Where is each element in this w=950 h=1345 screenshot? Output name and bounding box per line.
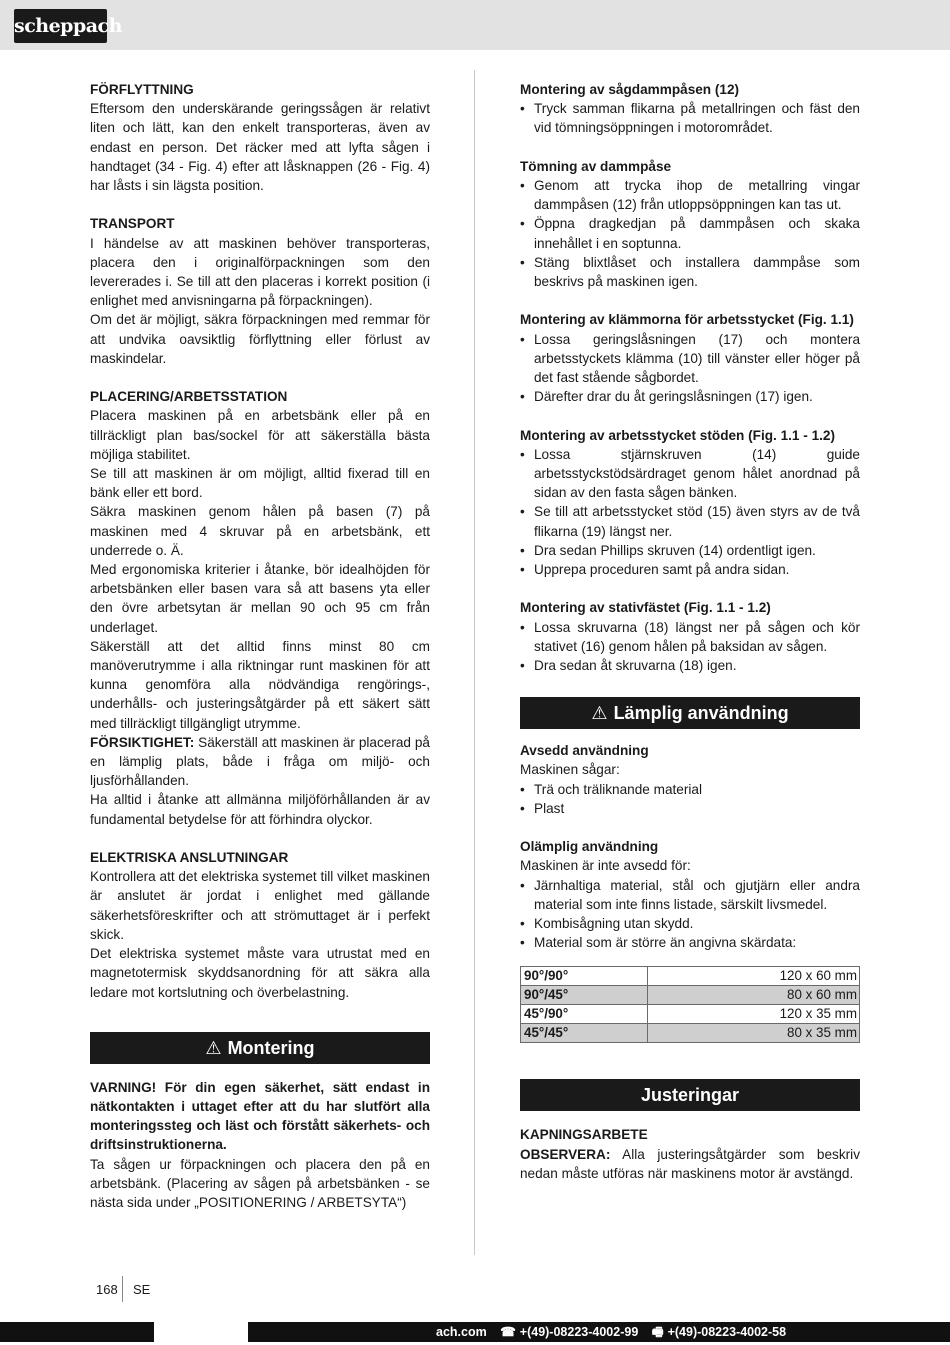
fax-icon: 🖷 (651, 1325, 664, 1339)
footer-web: ach.com (436, 1325, 487, 1339)
table-row (521, 967, 860, 986)
left-column (90, 80, 430, 1212)
paragraph: Med ergonomiska kriterier i åtanke, bör idealhöjden för arbetsbänken eller basen vara så att basens yta eller den övre arbetsytan är mellan 90 och 95 cm från underlaget. (90, 562, 430, 635)
paragraph: Säkerställ att det alltid finns minst 80 cm manöverutrymme i alla riktningar runt maskinen för att kunna genomföra alla nödvändiga rengörings-, underhålls- och justeringsåtgärder på ett säkert sätt med tillräckligt tillgängligt utrymme. (90, 638, 430, 731)
paragraph: Säkra maskinen genom hålen på basen (7) på maskinen med 4 skruvar på en arbetsbänk, ett underrede o. Ä. (90, 504, 430, 558)
paragraph: Ta sågen ur förpackningen och placera den på en arbetsbänk. (Placering av sågen på arbetsbänken - se nästa sida under „POSITIONERING / ARBETSYTA“) (90, 1156, 430, 1210)
list-item: • Därefter drar du åt geringslåsningen (17) igen. (520, 387, 860, 406)
table-cell-angle: 45°/45° (521, 1024, 648, 1043)
banner-lamplig-anvandning (520, 697, 860, 729)
footer-separator (122, 1276, 123, 1302)
table-cell-angle: 90°/90° (521, 967, 648, 986)
paragraph: Se till att maskinen är om möjligt, alltid fixerad till en bänk eller ett bord. (90, 466, 430, 501)
page-number: 168 (96, 1282, 118, 1297)
paragraph: I händelse av att maskinen behöver transporteras, placera den i originalförpackningen som den levererades i. Se till att den placeras i korrekt position (i enlighet med anvisningarna på förpackningen). (90, 235, 430, 309)
subsection-title: Montering av arbetsstycket stöden (Fig. 1.1 - 1.2) (520, 427, 835, 443)
table-row (521, 1024, 860, 1043)
banner-montering (90, 1032, 430, 1064)
table-row (521, 986, 860, 1005)
list-item: • Tryck samman flikarna på metallringen och fäst den vid tömningsöppningen i motorområdet. (520, 99, 860, 137)
section-title-kapningsarbete: KAPNINGSARBETE (520, 1127, 648, 1143)
right-column (520, 80, 860, 1183)
paragraph: Maskinen sågar: (520, 762, 620, 778)
header-bar (0, 0, 950, 50)
list-item: • Dra sedan Phillips skruven (14) ordentligt igen. (520, 541, 860, 560)
table-cell-size: 80 x 35 mm (648, 1024, 860, 1043)
list-item: • Plast (520, 799, 860, 818)
paragraph: Maskinen är inte avsedd för: (520, 858, 691, 874)
bullet-list (520, 99, 860, 137)
list-item: • Lossa skruvarna (18) längst ner på sågen och kör stativet (16) genom hålen på baksidan av sågen. (520, 618, 860, 656)
language-code: SE (133, 1282, 151, 1297)
bullet-list (520, 780, 860, 818)
note-paragraph (520, 1145, 860, 1183)
list-item: • Upprepa proceduren samt på andra sidan. (520, 560, 860, 579)
subsection-title: Avsedd användning (520, 743, 649, 759)
bullet-list (520, 876, 860, 953)
section-title-forflyttning: FÖRFLYTTNING (90, 82, 194, 97)
banner-title: Justeringar (640, 1085, 740, 1106)
paragraph: Ha alltid i åtanke att allmänna miljöförhållanden är av fundamental betydelse för att förhindra olyckor. (90, 792, 430, 827)
table-row (521, 1005, 860, 1024)
table-cell-size: 120 x 60 mm (648, 967, 860, 986)
footer-fax: +(49)-08223-4002-58 (667, 1325, 787, 1339)
banner-title: Lämplig användning (613, 703, 789, 724)
subsection-title: Montering av klämmorna för arbetsstycket (Fig. 1.1) (520, 312, 854, 328)
caution-text: Säkerställ att maskinen är placerad på en lämplig plats, både i fråga om miljö- och ljusförhållanden. (90, 734, 430, 789)
subsection-title: Montering av sågdammpåsen (12) (520, 82, 740, 97)
section-title-transport: TRANSPORT (90, 216, 175, 232)
warning-bold-paragraph: VARNING! För din egen säkerhet, sätt endast in nätkontakten i uttaget efter att du har slutfört alla monteringssteg och läst och förstått säkerhets- och driftsinstruktionerna. (90, 1079, 430, 1153)
section-title-elektriska: ELEKTRISKA ANSLUTNINGAR (90, 850, 289, 866)
warning-icon: ⚠ (591, 703, 608, 724)
paragraph: Om det är möjligt, säkra förpackningen med remmar för att undvika oavsiktlig förflyttning eller förlust av maskindelar. (90, 312, 430, 366)
cutting-capacity-table (520, 966, 860, 1043)
footer-gap (154, 1322, 248, 1342)
subsection-title: Montering av stativfästet (Fig. 1.1 - 1.2) (520, 600, 771, 616)
paragraph: Det elektriska systemet måste vara utrustat med en magnetotermisk skyddsanordning för att säkra alla ledare mot kortslutning och överbelastning. (90, 946, 430, 1000)
scheppach-logo: scheppach (14, 9, 107, 43)
column-divider (474, 70, 475, 1255)
table-cell-size: 80 x 60 mm (648, 986, 860, 1005)
note-label: OBSERVERA: (520, 1146, 611, 1162)
list-item: • Trä och träliknande material (520, 780, 860, 799)
banner-title: Montering (227, 1037, 315, 1058)
banner-justeringar (520, 1079, 860, 1111)
caution-label: FÖRSIKTIGHET: (90, 734, 195, 750)
list-item: • Genom att trycka ihop de metallring vingar dammpåsen (12) från utloppsöppningen kan tas ut. (520, 176, 860, 214)
table-cell-angle: 90°/45° (521, 986, 648, 1005)
list-item: • Öppna dragkedjan på dammpåsen och skaka innehållet i en soptunna. (520, 214, 860, 252)
list-item: • Se till att arbetsstycket stöd (15) även styrs av de två flikarna (19) längst ner. (520, 502, 860, 540)
table-cell-size: 120 x 35 mm (648, 1005, 860, 1024)
warning-icon: ⚠ (205, 1037, 222, 1058)
subsection-title: Olämplig användning (520, 839, 659, 855)
list-item: • Järnhaltiga material, stål och gjutjärn eller andra material som inte finns listade, särskilt livsmedel. (520, 876, 860, 914)
list-item: • Material som är större än angivna skärdata: (520, 933, 860, 952)
table-cell-angle: 45°/90° (521, 1005, 648, 1024)
footer-contact (436, 1322, 796, 1342)
caution-paragraph (90, 733, 430, 791)
paragraph: Eftersom den underskärande geringssågen är relativt liten och lätt, kan den enkelt transporteras, även av endast en person. Det räcker med att lyfta sågen i handtaget (34 - Fig. 4) efter att låsknappen (26 - Fig. 4) har låsts i sin lägsta position. (90, 101, 430, 194)
bullet-list (520, 445, 860, 579)
list-item: • Stäng blixtlåset och installera dammpåse som beskrivs på maskinen igen. (520, 253, 860, 291)
list-item: • Dra sedan åt skruvarna (18) igen. (520, 656, 860, 675)
subsection-title: Tömning av dammpåse (520, 158, 672, 174)
bullet-list (520, 330, 860, 407)
paragraph: Kontrollera att det elektriska systemet till vilket maskinen är anslutet är jordat i enlighet med gällande säkerhetsföreskrifter och att strömuttaget är i perfekt skick. (90, 869, 430, 942)
note-text: Alla justeringsåtgärder som beskriv nedan måste utföras när maskinens motor är avstängd. (520, 1146, 860, 1181)
list-item: • Kombisågning utan skydd. (520, 914, 860, 933)
phone-icon: ☎ (500, 1325, 516, 1339)
section-title-placering: PLACERING/ARBETSSTATION (90, 389, 288, 405)
list-item: • Lossa geringslåsningen (17) och montera arbetsstyckets klämma (10) till vänster eller höger på det fast stående sågbordet. (520, 330, 860, 388)
bullet-list (520, 176, 860, 291)
list-item: • Lossa stjärnskruven (14) guide arbetsstyckstödsärdraget genom hålet anordnad på sidan av den fasta sågen bänken. (520, 445, 860, 503)
bullet-list (520, 618, 860, 676)
paragraph: Placera maskinen på en arbetsbänk eller på en tillräckligt plan bas/sockel för att säkerställa bästa möjliga stabilitet. (90, 408, 430, 462)
footer-phone: +(49)-08223-4002-99 (519, 1325, 639, 1339)
